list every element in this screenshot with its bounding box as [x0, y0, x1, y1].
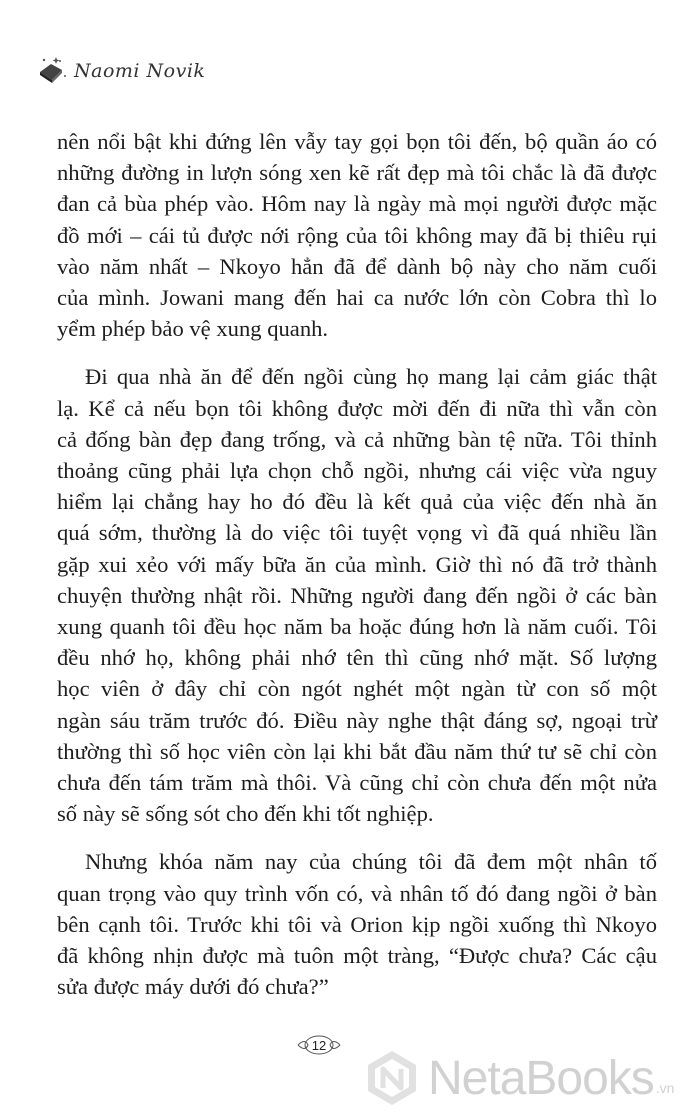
text-line: hiểm lại chẳng hay ho đó đều là kết quả của việc đến nhà ăn — [57, 489, 657, 515]
watermark — [362, 1048, 674, 1108]
text-line: đều nhớ họ, không phải nhớ tên thì cũng nhớ mặt. Số lượng — [57, 645, 657, 671]
text-line: số này sẽ sống sót cho đến khi tốt nghiệp. — [57, 801, 434, 827]
text-line: đồ mới – cái tủ được nới rộng của tôi không may đã bị thiêu rụi — [57, 222, 657, 248]
paragraph — [57, 361, 657, 829]
text-line: nên nổi bật khi đứng lên vẫy tay gọi bọn tôi đến, bộ quần áo có — [57, 129, 657, 154]
text-line: bên cạnh tôi. Trước khi tôi và Orion kịp ngồi xuống thì Nkoyo — [57, 911, 657, 937]
text-line: gặp xui xẻo với mấy bữa ăn của mình. Giờ thì nó đã trở thành — [57, 551, 657, 577]
book-star-icon — [32, 52, 70, 90]
author-name: Naomi Novik — [74, 60, 206, 82]
text-line: Nhưng khóa năm nay của chúng tôi đã đem một nhân tố — [85, 849, 657, 875]
text-line: thường thì số học viên còn lại khi bắt đầu năm thứ tư sẽ chỉ còn — [57, 738, 657, 764]
text-line: của mình. Jowani mang đến hai ca nước lớn còn Cobra thì lo — [57, 285, 657, 311]
text-line: ngàn sáu trăm trước đó. Điều này nghe thật đáng sợ, ngoại trừ — [57, 707, 657, 733]
text-line: cả đống bàn đẹp đang trống, và cả những bàn tệ nữa. Tôi thỉnh — [57, 426, 657, 452]
text-line: đã không nhịn được mà tuôn một tràng, “Được chưa? Các cậu — [57, 943, 657, 969]
page-number — [296, 1034, 342, 1056]
text-line: lạ. Kể cả nếu bọn tôi không được mời đến đi nữa thì vẫn còn — [57, 395, 657, 421]
paragraph — [57, 846, 657, 1002]
text-line: chuyện thường nhật rồi. Những người đang đến ngồi ở các bàn — [57, 582, 657, 608]
text-line: Đi qua nhà ăn để đến ngồi cùng họ mang lại cảm giác thật — [85, 364, 657, 390]
text-line: học viên ở đây chỉ còn ngót nghét một ngàn từ con số một — [57, 676, 657, 702]
text-line: quan trọng vào quy trình vốn có, và nhân tố đó đang ngồi ở bàn — [57, 880, 657, 906]
watermark-text: NetaBooks — [428, 1051, 654, 1105]
paragraph — [57, 126, 657, 344]
page-number-text: 12 — [311, 1037, 327, 1053]
text-line: yểm phép bảo vệ xung quanh. — [57, 316, 329, 342]
text-line: đan cả bùa phép vào. Hôm nay là ngày mà mọi người được mặc — [57, 191, 657, 217]
netabooks-logo-icon — [362, 1048, 422, 1108]
body-text — [57, 126, 657, 1019]
text-line: những đường in lượn sóng xen kẽ rất đẹp mà tôi chắc là đã được — [57, 160, 657, 186]
text-line: chưa đến tám trăm mà thôi. Và cũng chỉ còn chưa đến một nửa — [57, 770, 657, 796]
text-line: vào năm nhất – Nkoyo hẳn đã để dành bộ này cho năm cuối — [57, 253, 657, 279]
watermark-suffix: .vn — [655, 1080, 675, 1096]
running-header — [32, 52, 205, 90]
text-line: xung quanh tôi đều học năm ba hoặc đúng hơn là năm cuối. Tôi — [57, 614, 657, 640]
text-line: thoảng cũng phải lựa chọn chỗ ngồi, nhưng cái việc vừa nguy — [57, 458, 657, 484]
text-line: sửa được máy dưới đó chưa?” — [57, 974, 329, 1000]
text-line: quá sớm, thường là do việc tôi tuyệt vọng vì đã quá nhiều lần — [57, 520, 657, 546]
